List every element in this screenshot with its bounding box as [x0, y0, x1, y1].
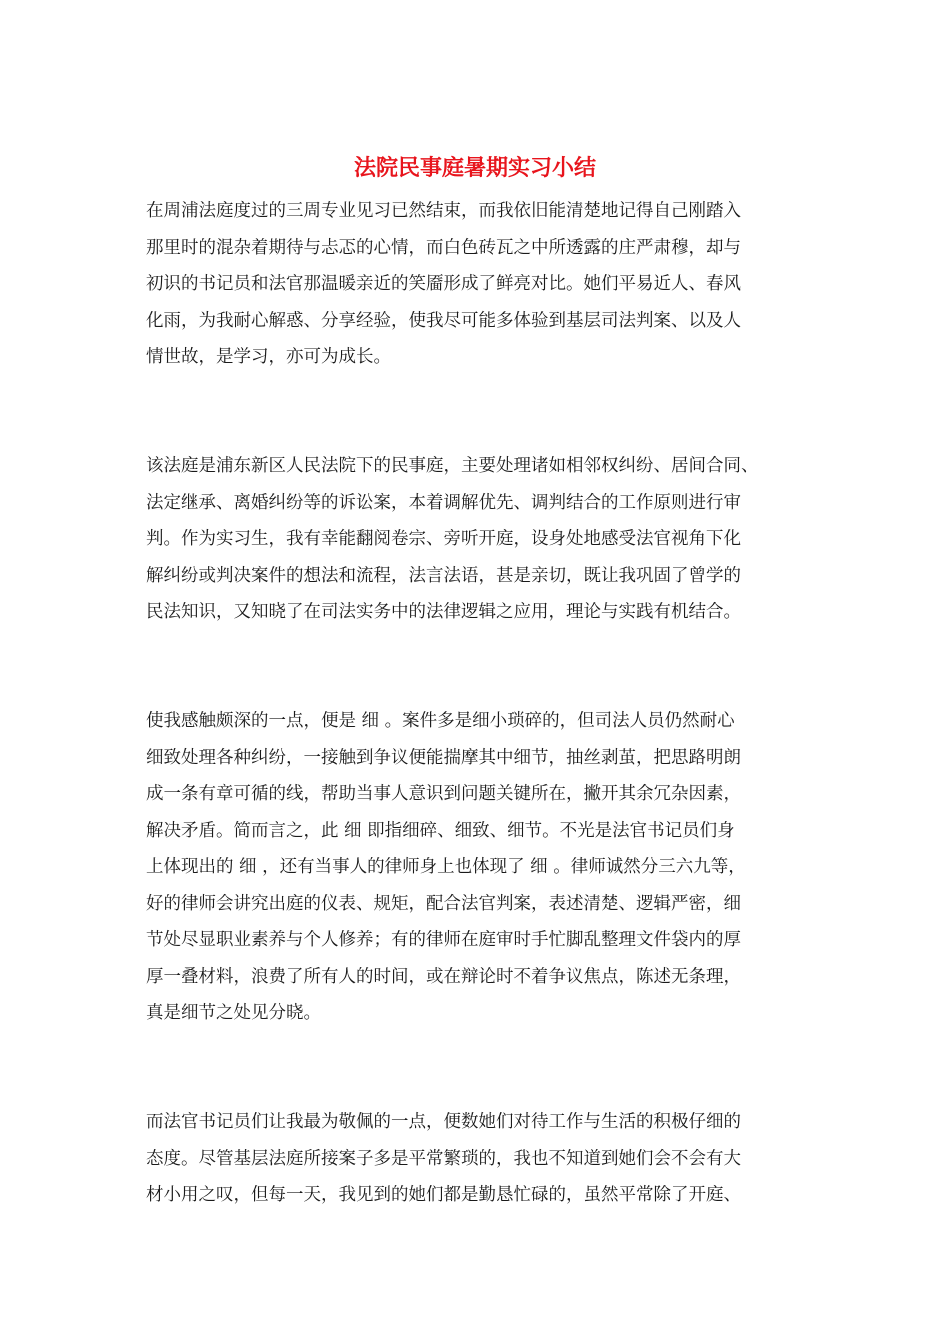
paragraph-4-line-3: 材小用之叹，但每一天，我见到的她们都是勤恳忙碌的，虽然平常除了开庭、	[146, 1185, 741, 1205]
paragraph-3-line-6: 好的律师会讲究出庭的仪表、规矩，配合法官判案，表述清楚、逻辑严密，细	[146, 894, 741, 914]
paragraph-1-line-1: 在周浦法庭度过的三周专业见习已然结束，而我依旧能清楚地记得自己刚踏入	[146, 201, 741, 221]
paragraph-3-line-8: 厚一叠材料，浪费了所有人的时间，或在辩论时不着争议焦点，陈述无条理，	[146, 967, 741, 987]
paragraph-2-line-5: 民法知识，又知晓了在司法实务中的法律逻辑之应用，理论与实践有机结合。	[146, 602, 741, 622]
paragraph-1-line-5: 情世故，是学习，亦可为成长。	[146, 347, 391, 367]
paragraph-1-line-3: 初识的书记员和法官那温暖亲近的笑靥形成了鲜亮对比。她们平易近人、春风	[146, 274, 741, 294]
paragraph-2-line-1: 该法庭是浦东新区人民法院下的民事庭，主要处理诸如相邻权纠纷、居间合同、	[146, 456, 759, 476]
paragraph-3-line-7: 节处尽显职业素养与个人修养；有的律师在庭审时手忙脚乱整理文件袋内的厚	[146, 930, 741, 950]
paragraph-1-line-2: 那里时的混杂着期待与忐忑的心情，而白色砖瓦之中所透露的庄严肃穆，却与	[146, 238, 741, 258]
paragraph-3-line-4: 解决矛盾。简而言之，此 细 即指细碎、细致、细节。不光是法官书记员们身	[146, 821, 735, 841]
paragraph-3-line-3: 成一条有章可循的线，帮助当事人意识到问题关键所在，撇开其余冗杂因素，	[146, 784, 741, 804]
paragraph-2-line-4: 解纠纷或判决案件的想法和流程，法言法语，甚是亲切，既让我巩固了曾学的	[146, 566, 741, 586]
paragraph-3-line-2: 细致处理各种纠纷，一接触到争议便能揣摩其中细节，抽丝剥茧，把思路明朗	[146, 748, 741, 768]
paragraph-4-line-2: 态度。尽管基层法庭所接案子多是平常繁琐的，我也不知道到她们会不会有大	[146, 1149, 741, 1169]
paragraph-3-line-5: 上体现出的 细 ，还有当事人的律师身上也体现了 细 。律师诚然分三六九等，	[146, 857, 746, 877]
paragraph-3-line-9: 真是细节之处见分晓。	[146, 1003, 321, 1023]
paragraph-1-line-4: 化雨，为我耐心解惑、分享经验，使我尽可能多体验到基层司法判案、以及人	[146, 311, 741, 331]
paragraph-4-line-1: 而法官书记员们让我最为敬佩的一点，便数她们对待工作与生活的积极仔细的	[146, 1112, 741, 1132]
document-title: 法院民事庭暑期实习小结	[353, 155, 596, 181]
paragraph-3-line-1: 使我感触颇深的一点，便是 细 。案件多是细小琐碎的，但司法人员仍然耐心	[146, 711, 735, 731]
paragraph-2-line-3: 判。作为实习生，我有幸能翻阅卷宗、旁听开庭，设身处地感受法官视角下化	[146, 529, 741, 549]
paragraph-2-line-2: 法定继承、离婚纠纷等的诉讼案，本着调解优先、调判结合的工作原则进行审	[146, 493, 741, 513]
